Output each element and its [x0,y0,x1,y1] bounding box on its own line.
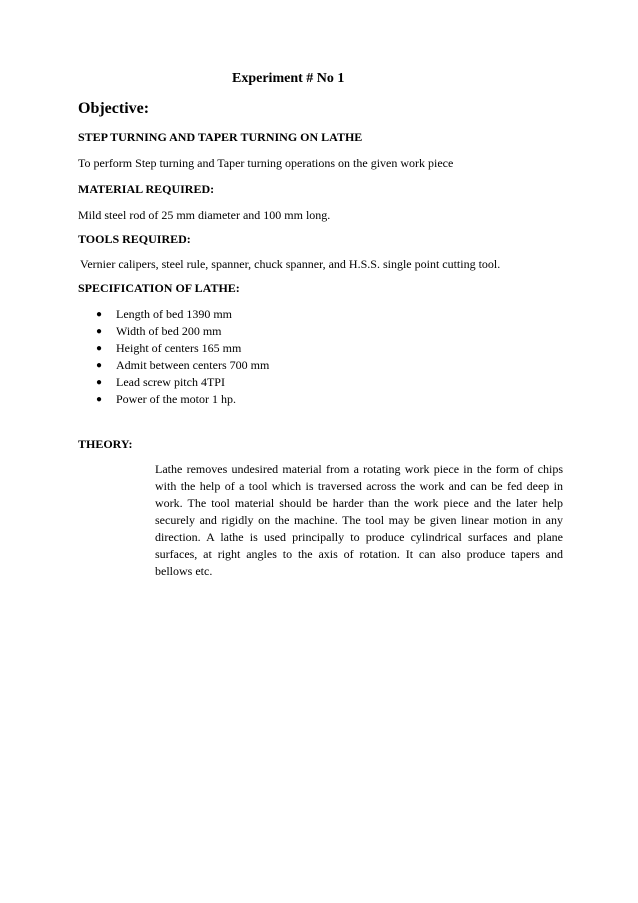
list-item [96,340,269,357]
spec-item-text: Length of bed 1390 mm [116,307,232,321]
spec-item-text: Power of the motor 1 hp. [116,392,236,406]
objective-heading: STEP TURNING AND TAPER TURNING ON LATHE [78,130,363,144]
specification-heading: SPECIFICATION OF LATHE: [78,281,240,295]
objective-text: To perform Step turning and Taper turning operations on the given work piece [78,156,454,170]
theory-heading: THEORY: [78,437,133,451]
bullet-icon: ● [96,394,103,405]
spec-item-text: Width of bed 200 mm [116,324,222,338]
bullet-icon: ● [96,360,103,371]
bullet-icon: ● [96,326,103,337]
tools-heading: TOOLS REQUIRED: [78,232,191,246]
list-item [96,391,269,408]
material-text: Mild steel rod of 25 mm diameter and 100 mm long. [78,208,331,222]
experiment-title: Experiment # No 1 [232,71,345,86]
spec-item-text: Admit between centers 700 mm [116,358,270,372]
tools-text: Vernier calipers, steel rule, spanner, chuck spanner, and H.S.S. single point cutting tool. [80,257,501,271]
spec-item-text: Lead screw pitch 4TPI [116,375,225,389]
material-heading: MATERIAL REQUIRED: [78,182,215,196]
bullet-icon: ● [96,343,103,354]
theory-paragraph: Lathe removes undesired material from a rotating work piece in the form of chips with the help of a tool which is traversed across the work and can be fed deep in work. The tool material should be harder than the work piece and the later help securely and rigidly on the machine. The tool may be given linear motion in any direction. A lathe is used principally to produce cylindrical surfaces and plane surfaces, at right angles to the axis of rotation. It can also produce tapers and bellows etc. [155,462,563,578]
spec-item-text: Height of centers 165 mm [116,341,242,355]
list-item [96,357,269,374]
objective-label: Objective: [78,100,150,117]
specification-list [96,306,269,408]
bullet-icon: ● [96,309,103,320]
bullet-icon: ● [96,377,103,388]
list-item [96,374,269,391]
list-item [96,306,269,323]
list-item [96,323,269,340]
